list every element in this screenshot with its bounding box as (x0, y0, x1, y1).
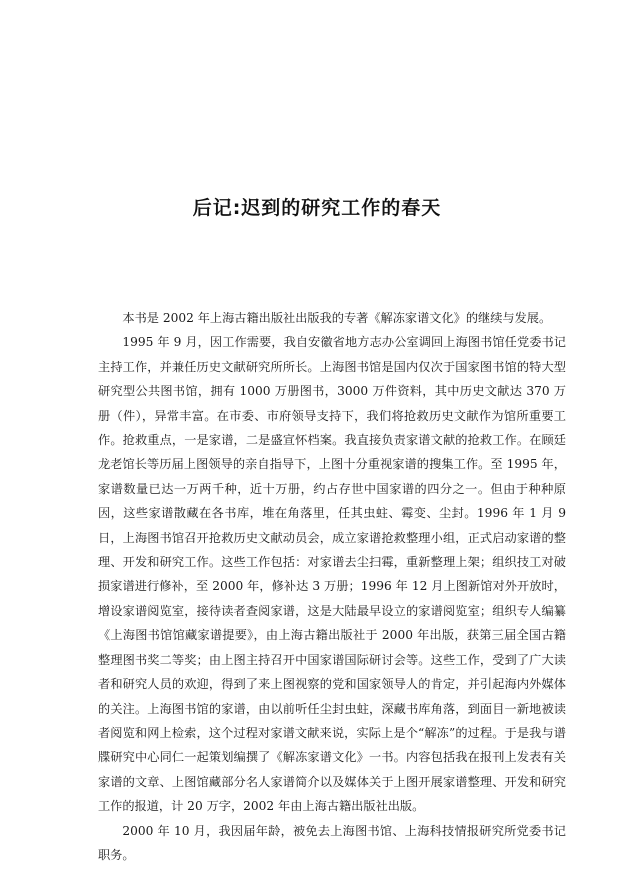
paragraph-3: 2000 年 10 月，我因届年龄，被免去上海图书馆、上海科技情报研究所党委书记职务。 (98, 823, 566, 862)
chapter-body (98, 306, 566, 867)
paragraph-2: 1995 年 9 月，因工作需要，我自安徽省地方志办公室调回上海图书馆任党委书记主持工作，并兼任历史文献研究所所长。上海图书馆是国内仅次于国家图书馆的特大型研究型公共图书馆，拥有 1000 万册图书，3000 万件资料，其中历史文献达 370 万册（件），异常丰富。在市委、市府领导支持下，我们将抢救历史文献作为馆所重要工作。抢救重点，一是家谱，二是盛宣怀档案。我直接负责家谱文献的抢救工作。在顾廷龙老馆长等历届上图领导的亲自指导下，上图十分重视家谱的搜集工作。至 1995 年，家谱数量已达一万两千种，近十万册，约占存世中国家谱的四分之一。但由于种种原因，这些家谱散藏在各书库，堆在角落里，任其虫蛀、霉变、尘封。1996 年 1 月 9 日，上海图书馆召开抢救历史文献动员会，成立家谱抢救整理小组，正式启动家谱的整理、开发和研究工作。这些工作包括：对家谱去尘扫霉，重新整理上架；组织技工对破损家谱进行修补，至 2000 年，修补达 3 万册；1996 年 12 月上图新馆对外开放时，增设家谱阅览室，接待读者查阅家谱，这是大陆最早设立的家谱阅览室；组织专人编纂《上海图书馆馆藏家谱提要》，由上海古籍出版社于 2000 年出版，获第三届全国古籍整理图书奖二等奖；由上图主持召开中国家谱国际研讨会等。这些工作，受到了广大读者和研究人员的欢迎，得到了来上图视察的党和国家领导人的肯定，并引起海内外媒体的关注。上海图书馆的家谱，由以前听任尘封虫蛀，深藏书库角落，到面目一新地被读者阅览和网上检索，这个过程对家谱文献来说，实际上是个“解冻”的过程。于是我与谱牒研究中心同仁一起策划编撰了《解冻家谱文化》一书。内容包括我在报刊上发表有关家谱的文章、上图馆藏部分名人家谱简介以及媒体关于上图开展家谱整理、开发和研究工作的报道，计 20 万字，2002 年由上海古籍出版社出版。 (98, 335, 566, 814)
chapter-title: 后记:迟到的研究工作的春天 (192, 197, 442, 219)
paragraph-1: 本书是 2002 年上海古籍出版社出版我的专著《解冻家谱文化》的继续与发展。 (122, 311, 552, 325)
